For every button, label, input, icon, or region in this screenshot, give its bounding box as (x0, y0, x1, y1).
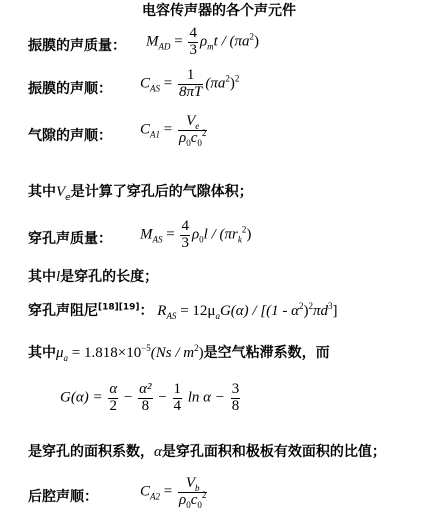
diaphragm-compliance-formula: $C_{AS}$ = $\frac{1}{8\pi T}$ $(\pi a^2)^2$ (140, 67, 240, 100)
perforation-mass-formula: $M_{AS}$ = $\frac{4}{3}$ $\rho_0l / (\pi r_k^2)$ (140, 218, 252, 251)
airgap-compliance-formula: $C_{A1}$ = $\frac{V_e}{\rho_0c_0^2}$ (140, 113, 207, 148)
viscosity-row: 其中$\mu_a = 1.818\times 10^{-5}(Ns / m^2)$是空气粘滞系数，而 (28, 343, 330, 363)
diaphragm-mass-label: 振膜的声质量： (28, 38, 126, 54)
g-alpha-formula: G(α) = $\frac{\alpha}{2}$ − $\frac{\text{α²}}{8}$ − $\frac{1}{4}$ ln α − $\frac{3}{8}$ (60, 381, 240, 414)
diaphragm-mass-formula: $M_{AD}$ = $\frac{4}{3}$ $\rho_mt / (\pi a^2)$ (146, 25, 260, 58)
airgap-compliance-label: 气隙的声顺： (28, 128, 112, 144)
note-l: 其中l是穿孔的长度； (28, 269, 159, 285)
perforation-resistance-row: 穿孔声阻尼[18][19]： $R_{AS} = 12\mu_aG(\alpha) / [(1 - \alpha^2)^2\pi d^3]$ (28, 301, 338, 321)
diaphragm-compliance-label: 振膜的声顺： (28, 81, 112, 97)
note-alpha: 是穿孔的面积系数，α是穿孔面积和极板有效面积的比值； (28, 444, 386, 460)
perforation-mass-label: 穿孔声质量： (28, 231, 112, 247)
page-title: 电容传声器的各个声元件 (142, 3, 296, 19)
back-cavity-formula: $C_{A2}$ = $\frac{V_b}{\rho_0c_0^2}$ (140, 475, 207, 510)
back-cavity-label: 后腔声顺： (28, 489, 98, 505)
note-ve: 其中$V_e$是计算了穿孔后的气隙体积； (28, 184, 253, 203)
